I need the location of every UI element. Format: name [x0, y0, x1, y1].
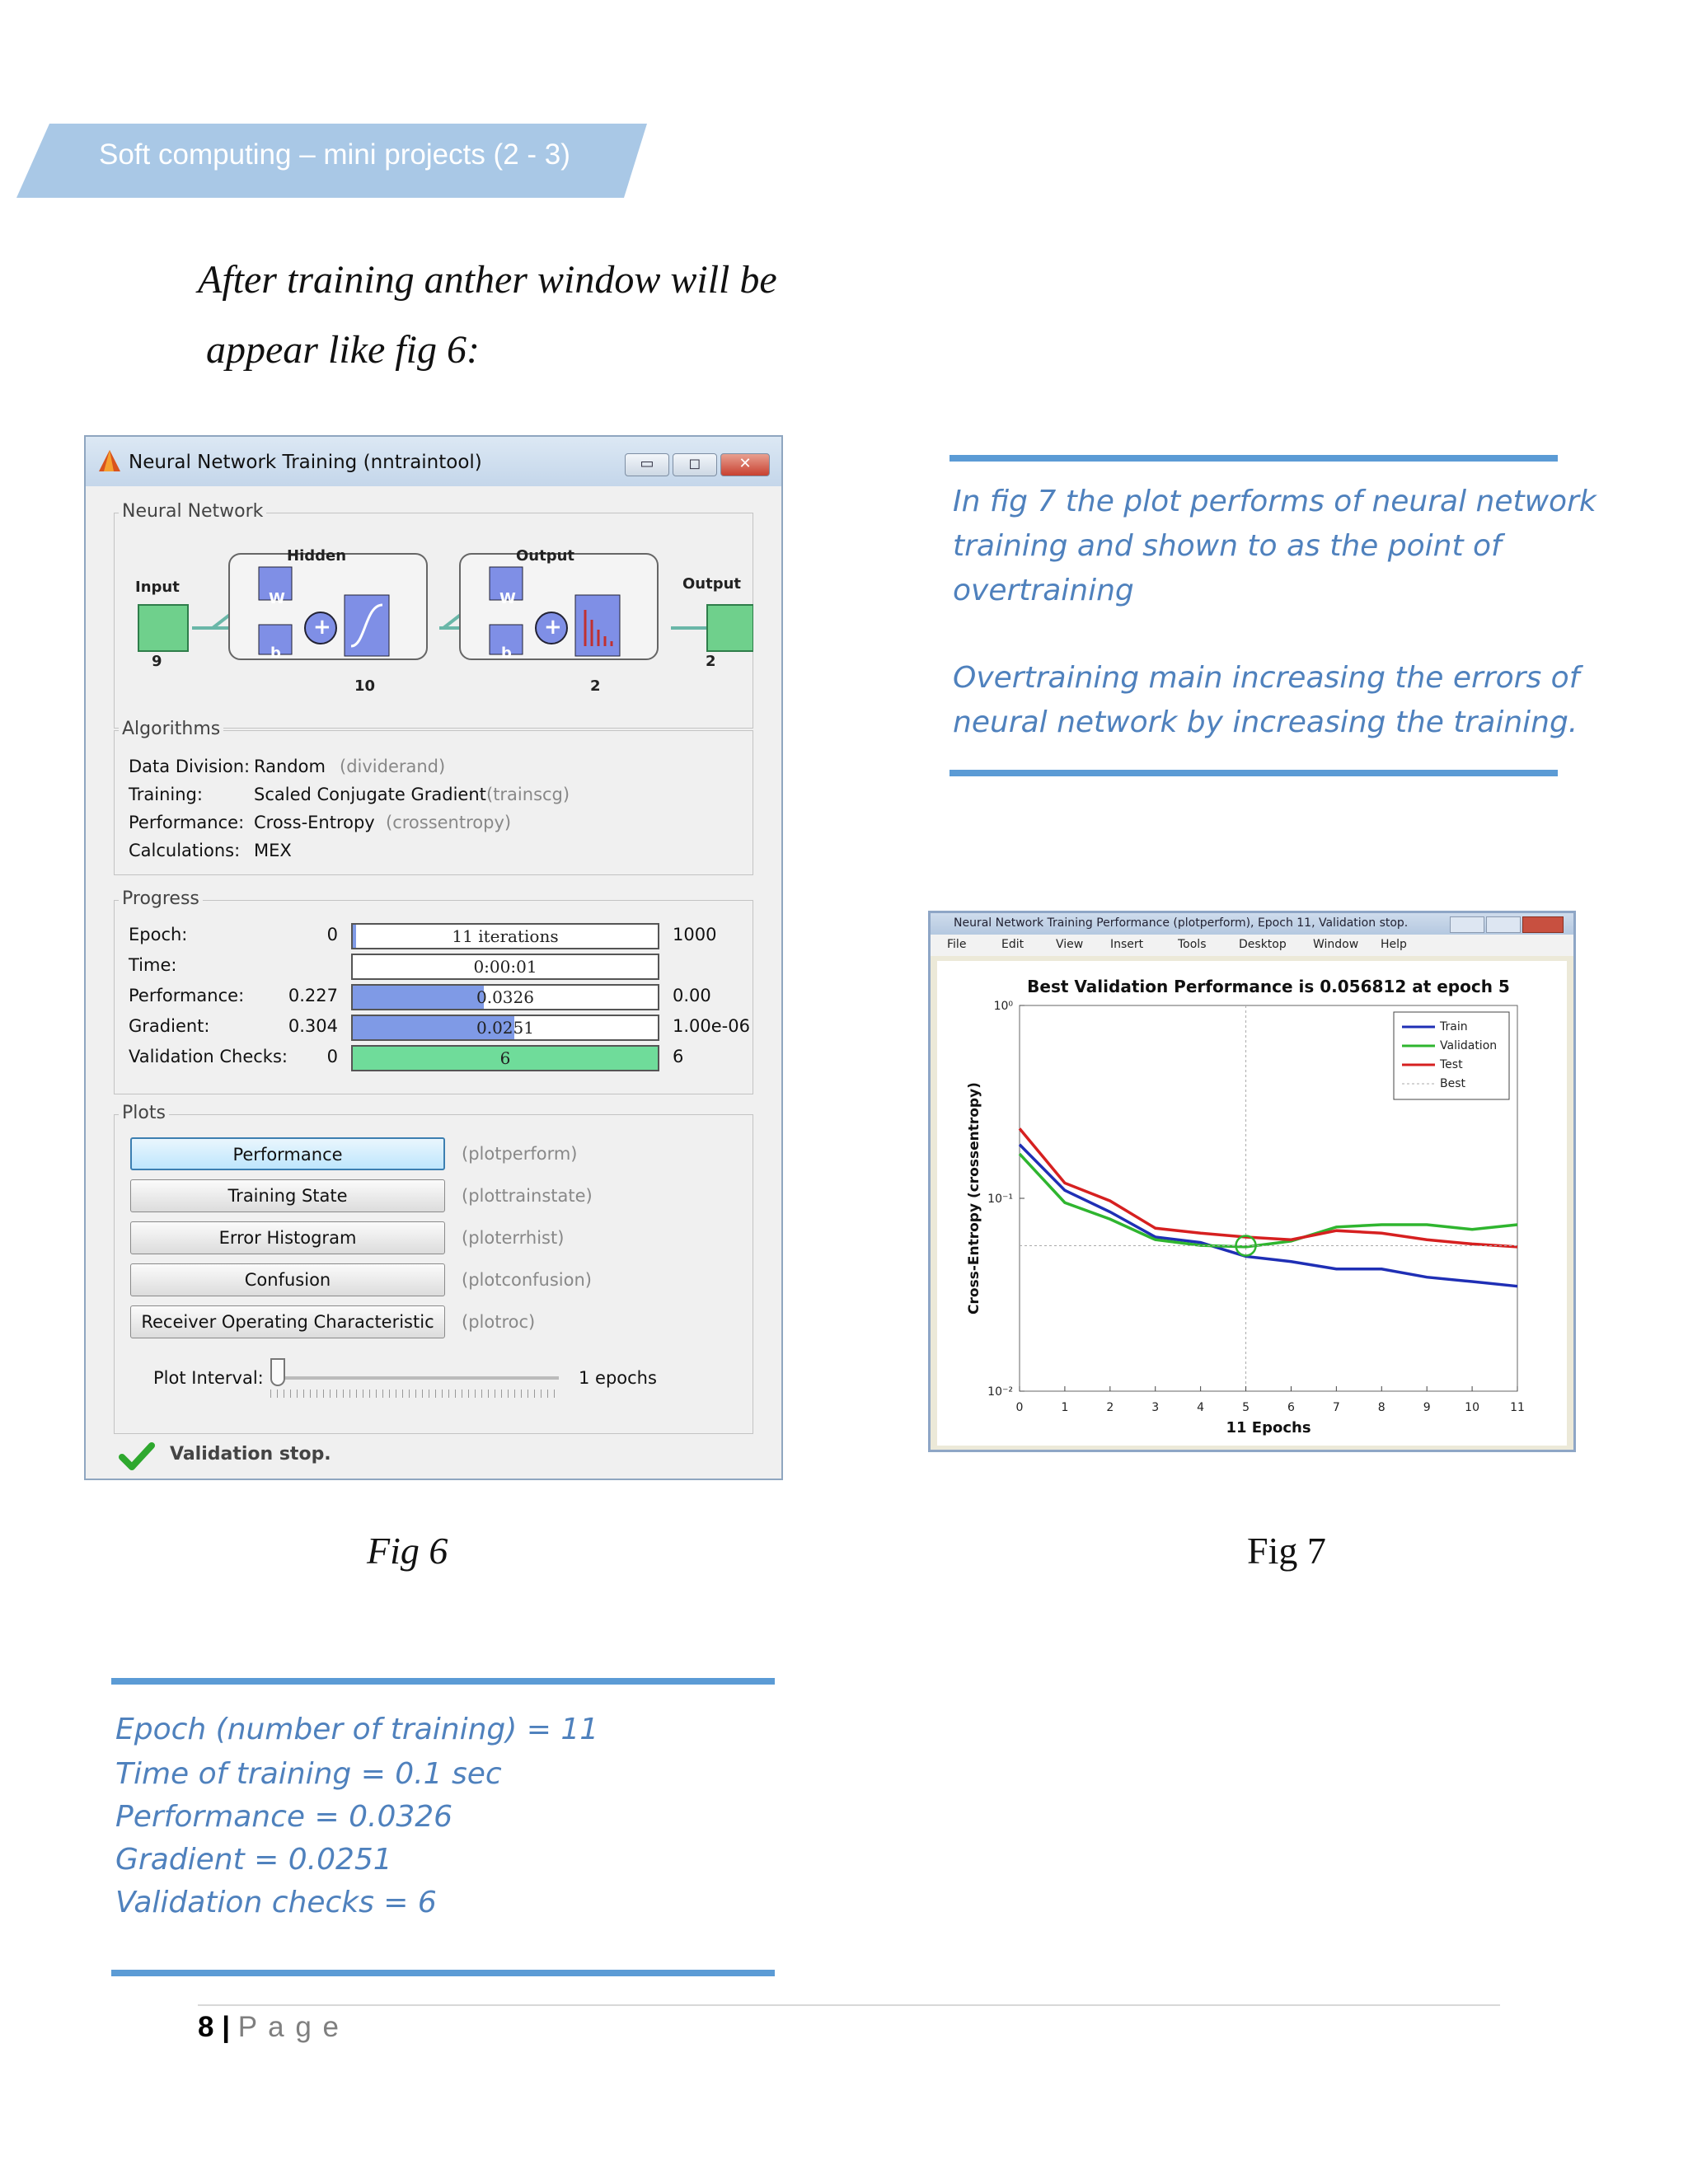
plot-function: (plotroc) — [462, 1312, 536, 1332]
summary-line: Performance = 0.0326 — [115, 1800, 453, 1834]
fig7-menu-item[interactable]: File — [947, 938, 967, 951]
x-tick-label: 4 — [1197, 1401, 1205, 1414]
progress-bar — [351, 984, 659, 1010]
hidden-weight-label: W — [269, 590, 285, 607]
status-text: Validation stop. — [170, 1444, 331, 1465]
plots-group-label: Plots — [119, 1103, 169, 1123]
summary-top-rule — [111, 1678, 775, 1685]
progress-bar — [351, 1015, 659, 1041]
summary-line: Time of training = 0.1 sec — [115, 1757, 502, 1791]
progress-group-label: Progress — [119, 888, 203, 909]
page-separator: | — [222, 2011, 230, 2043]
note1-p1-line2: training and shown to as the point of — [953, 529, 1502, 563]
note1-p2-line2: neural network by increasing the training. — [953, 705, 1578, 739]
window-title: Neural Network Training (nntraintool) — [129, 452, 482, 473]
performance-chart — [937, 961, 1567, 1446]
progress-start: 0 — [326, 1047, 338, 1066]
x-axis-label: 11 Epochs — [1226, 1419, 1311, 1436]
legend-label: Train — [1440, 1020, 1468, 1033]
check-icon — [119, 1441, 155, 1472]
algo-function: (crossentropy) — [386, 813, 512, 832]
algo-function: (trainscg) — [486, 785, 570, 804]
output-node — [707, 605, 753, 651]
summary-line: Validation checks = 6 — [115, 1886, 437, 1919]
plot-button[interactable]: Performance — [130, 1137, 445, 1170]
neural-network-group-label: Neural Network — [119, 501, 266, 522]
fig6-caption: Fig 6 — [367, 1530, 448, 1572]
legend-label: Best — [1440, 1077, 1466, 1090]
fig7-caption: Fig 7 — [1247, 1530, 1326, 1572]
x-tick-label: 8 — [1377, 1401, 1386, 1414]
plot-function: (plotconfusion) — [462, 1270, 592, 1290]
note1-p2-line1: Overtraining main increasing the errors of — [953, 661, 1580, 695]
fig7-minimize-button[interactable] — [1450, 916, 1484, 933]
fig7-maximize-button[interactable] — [1486, 916, 1521, 933]
algo-value: Scaled Conjugate Gradient — [254, 785, 486, 804]
plot-interval-slider[interactable] — [270, 1358, 285, 1386]
minimize-button[interactable]: ▭ — [625, 453, 669, 476]
hidden-label: Hidden — [287, 547, 347, 565]
legend-label: Validation — [1440, 1039, 1498, 1052]
window-titlebar — [86, 437, 781, 486]
fig7-menu-item[interactable]: View — [1056, 938, 1084, 951]
y-axis-label: Cross-Entropy (crossentropy) — [966, 1082, 982, 1315]
progress-label: Validation Checks: — [129, 1047, 288, 1066]
algo-label: Calculations: — [129, 841, 241, 860]
progress-label: Performance: — [129, 986, 245, 1005]
algo-label: Data Division: — [129, 757, 251, 776]
plot-function: (plottrainstate) — [462, 1186, 593, 1206]
progress-end: 1.00e-06 — [673, 1016, 750, 1036]
x-tick-label: 11 — [1510, 1401, 1525, 1414]
progress-bar — [351, 954, 659, 980]
progress-label: Time: — [129, 955, 177, 975]
x-tick-label: 3 — [1151, 1401, 1160, 1414]
output-sum-icon: + — [544, 615, 562, 640]
output-layer-size: 2 — [590, 677, 601, 695]
y-tick-label: 10⁻² — [987, 1385, 1013, 1399]
progress-start: 0.304 — [288, 1016, 338, 1036]
progress-current: 0:00:01 — [473, 957, 537, 977]
chart-title: Best Validation Performance is 0.056812 at epoch 5 — [1027, 977, 1510, 996]
page-word: P a g e — [237, 2011, 341, 2043]
plot-button[interactable]: Training State — [130, 1179, 445, 1212]
page-number: 8 — [198, 2011, 214, 2043]
progress-bar — [351, 1045, 659, 1071]
nntraintool-window — [84, 435, 783, 1480]
y-tick-label: 10⁰ — [993, 1000, 1013, 1013]
fig7-menubar — [931, 935, 1573, 956]
maximize-button[interactable]: ◻ — [673, 453, 717, 476]
progress-end: 1000 — [673, 925, 717, 944]
progress-label: Epoch: — [129, 925, 188, 944]
close-button[interactable]: ✕ — [720, 453, 770, 476]
output-bias-label: b — [501, 644, 512, 662]
x-tick-label: 7 — [1332, 1401, 1340, 1414]
summary-line: Epoch (number of training) = 11 — [115, 1713, 599, 1746]
output-layer-label: Output — [516, 547, 575, 565]
x-tick-label: 5 — [1242, 1401, 1250, 1414]
input-size: 9 — [152, 653, 162, 670]
x-tick-label: 1 — [1061, 1401, 1069, 1414]
fig7-menu-item[interactable]: Help — [1381, 938, 1407, 951]
fig7-close-button[interactable] — [1522, 916, 1564, 933]
algo-label: Performance: — [129, 813, 245, 832]
fig7-menu-item[interactable]: Edit — [1001, 938, 1025, 951]
fig7-menu-item[interactable]: Desktop — [1239, 938, 1287, 951]
x-tick-label: 2 — [1106, 1401, 1114, 1414]
progress-current: 0.0326 — [476, 987, 534, 1007]
hidden-size: 10 — [354, 677, 376, 695]
fig7-menu-item[interactable]: Window — [1313, 938, 1359, 951]
plotperform-window — [928, 911, 1576, 1452]
algo-value: MEX — [254, 841, 292, 860]
progress-label: Gradient: — [129, 1016, 210, 1036]
note1-top-rule — [950, 455, 1558, 462]
page-footer — [198, 2011, 340, 2044]
progress-end: 6 — [673, 1047, 684, 1066]
algo-label: Training: — [129, 785, 203, 804]
fig7-titlebar — [931, 913, 1573, 935]
x-tick-label: 6 — [1287, 1401, 1295, 1414]
fig7-menu-item[interactable]: Insert — [1110, 938, 1144, 951]
input-label: Input — [135, 579, 180, 596]
footer-rule — [198, 2004, 1500, 2006]
summary-line: Gradient = 0.0251 — [115, 1843, 392, 1877]
x-tick-label: 10 — [1465, 1401, 1480, 1414]
algo-value: Cross-Entropy — [254, 813, 375, 832]
y-tick-label: 10⁻¹ — [987, 1193, 1013, 1206]
progress-start: 0 — [326, 925, 338, 944]
note1-p1-line3: overtraining — [953, 574, 1134, 607]
chart-legend — [1394, 1012, 1509, 1099]
progress-bar — [351, 923, 659, 949]
intro-line-1: After training anther window will be — [198, 258, 777, 302]
x-tick-label: 0 — [1015, 1401, 1024, 1414]
plot-button[interactable]: Error Histogram — [130, 1221, 445, 1254]
output-weight-label: W — [499, 590, 516, 607]
plot-interval-ticks — [270, 1390, 559, 1398]
input-node — [138, 605, 188, 651]
intro-line-2: appear like fig 6: — [206, 328, 480, 372]
plot-interval-track — [270, 1376, 559, 1380]
note1-p1-line1: In fig 7 the plot performs of neural network — [953, 485, 1597, 518]
algo-value: Random — [254, 757, 326, 776]
progress-current: 0.0251 — [476, 1018, 534, 1038]
plot-interval-value: 1 epochs — [579, 1368, 657, 1388]
plot-function: (plotperform) — [462, 1144, 578, 1164]
fig7-window-title: Neural Network Training Performance (plotperform), Epoch 11, Validation stop. — [954, 916, 1409, 930]
plot-interval-label: Plot Interval: — [153, 1368, 264, 1388]
hidden-bias-label: b — [270, 644, 281, 662]
summary-bottom-rule — [111, 1970, 775, 1976]
fig7-menu-item[interactable]: Tools — [1178, 938, 1207, 951]
header-title: Soft computing – mini projects (2 - 3) — [99, 138, 570, 171]
progress-start: 0.227 — [288, 986, 338, 1005]
plot-function: (ploterrhist) — [462, 1228, 565, 1248]
x-tick-label: 9 — [1423, 1401, 1431, 1414]
progress-current: 11 iterations — [452, 926, 559, 946]
note1-bottom-rule — [950, 770, 1558, 776]
softmax-transfer-icon — [575, 595, 620, 656]
network-diagram — [114, 523, 753, 729]
algo-function: (dividerand) — [340, 757, 446, 776]
matlab-icon — [97, 448, 122, 473]
output-label: Output — [682, 575, 742, 593]
legend-label: Test — [1440, 1058, 1463, 1071]
plot-button[interactable]: Confusion — [130, 1263, 445, 1296]
plot-button[interactable]: Receiver Operating Characteristic — [130, 1305, 445, 1338]
progress-end: 0.00 — [673, 986, 711, 1005]
output-size: 2 — [706, 653, 716, 670]
progress-current: 6 — [499, 1048, 511, 1068]
hidden-sum-icon: + — [313, 615, 331, 640]
algorithms-group-label: Algorithms — [119, 719, 223, 739]
